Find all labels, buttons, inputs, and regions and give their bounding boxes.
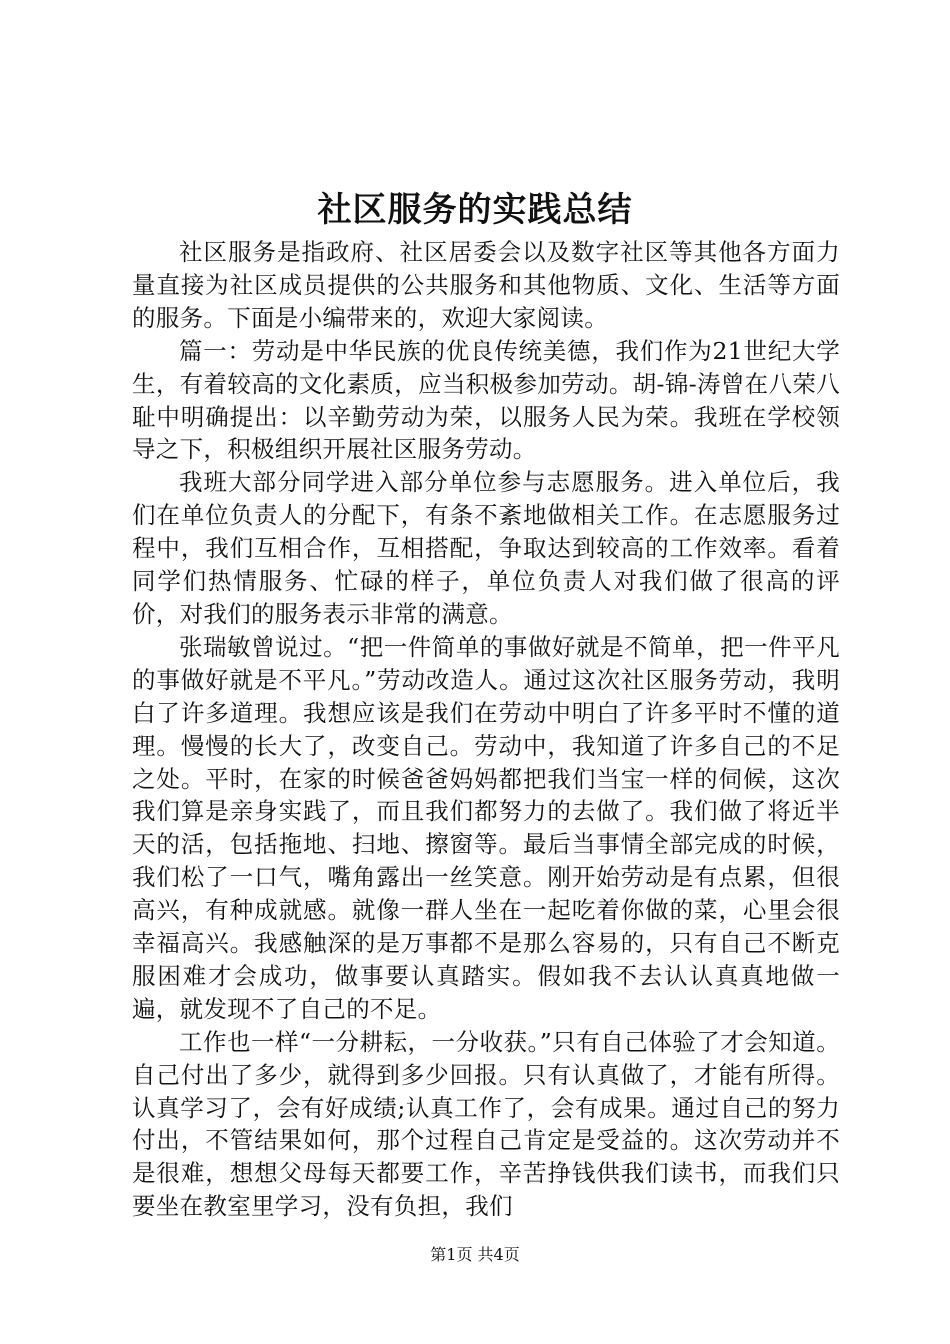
paragraph-part-one: 篇一：劳动是中华民族的优良传统美德，我们作为21世纪大学生，有着较高的文化素质，应当积极参加劳动。胡-锦-涛曾在八荣八耻中明确提出：以辛勤劳动为荣，以服务人民为荣。我班在学校领导之下，积极组织开展社区服务劳动。: [132, 336, 840, 464]
paragraph-reflection: 张瑞敏曾说过。“把一件简单的事做好就是不简单，把一件平凡的事做好就是不平凡。”劳动改造人。通过这次社区服务劳动，我明白了许多道理。我想应该是我们在劳动中明白了许多平时不懂的道理。慢慢的长大了，改变自己。劳动中，我知道了许多自己的不足之处。平时，在家的时候爸爸妈妈都把我们当宝一样的伺候，这次我们算是亲身实践了，而且我们都努力的去做了。我们做了将近半天的活，包括拖地、扫地、擦窗等。最后当事情全部完成的时候，我们松了一口气，嘴角露出一丝笑意。刚开始劳动是有点累，但很高兴，有种成就感。就像一群人坐在一起吃着你做的菜，心里会很幸福高兴。我感触深的是万事都不是那么容易的，只有自己不断克服困难才会成功，做事要认真踏实。假如我不去认认真真地做一遍，就发现不了自己的不足。: [132, 632, 840, 1023]
paragraph-volunteer-service: 我班大部分同学进入部分单位参与志愿服务。进入单位后，我们在单位负责人的分配下，有条不紊地做相关工作。在志愿服务过程中，我们互相合作，互相搭配，争取达到较高的工作效率。看着同学们热情服务、忙碌的样子，单位负责人对我们做了很高的评价，对我们的服务表示非常的满意。: [132, 468, 840, 628]
document-body: [132, 236, 840, 1223]
document-title: 社区服务的实践总结: [317, 190, 633, 230]
paragraph-intro: 社区服务是指政府、社区居委会以及数字社区等其他各方面力量直接为社区成员提供的公共服务和其他物质、文化、生活等方面的服务。下面是小编带来的，欢迎大家阅读。: [132, 238, 840, 332]
page-number-footer: 第1页 共4页: [430, 1245, 520, 1264]
paragraph-work-lesson: 工作也一样“一分耕耘，一分收获。”只有自己体验了才会知道。自己付出了多少，就得到多少回报。只有认真做了，才能有所得。认真学习了，会有好成绩;认真工作了，会有成果。通过自己的努力付出，不管结果如何，那个过程自己肯定是受益的。这次劳动并不是很难，想想父母每天都要工作，辛苦挣钱供我们读书，而我们只要坐在教室里学习，没有负担，我们: [132, 1027, 840, 1221]
